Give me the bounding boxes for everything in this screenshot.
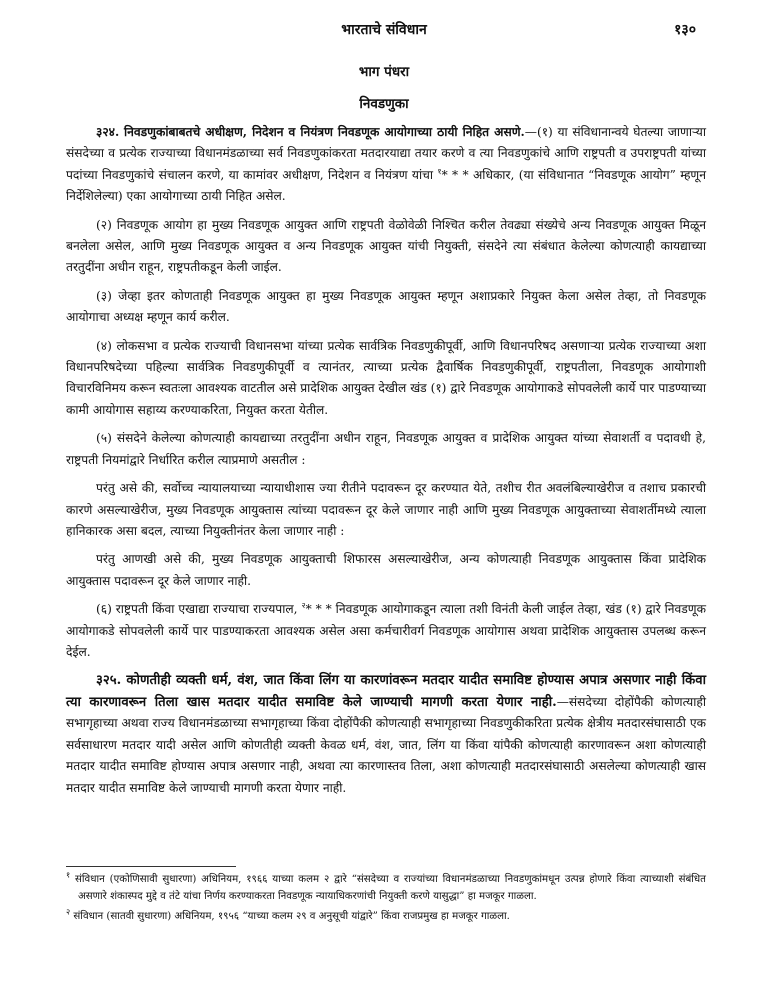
article-324-clause-6-text-b: * * * निवडणूक आयोगाकडून त्याला तशी विनंती केली जाईल तेव्हा, खंड (१) द्वारे निवडणूक आयोगाकडे सोपवलेली कार्ये पार पाडण्याकरता आवश्यक असेल असा कर्मचारीवर्ग निवडणूक आयोगास अथवा प्रादेशिक आयुक्तास उपलब्ध करून देईल. bbox=[66, 602, 706, 659]
article-324-clause-1-text: —(१) या संविधानान्वये घेतल्या जाणाऱ्या संसदेच्या व प्रत्येक राज्याच्या विधानमंडळाच्या सर्व निवडणुकांकरता मतदारयाद्या तयार करणे व त्या निवडणुकांचे आणि राष्ट्रपती व उपराष्ट्रपती यांच्या पदांच्या निवडणुकांचे संचालन करणे, या कामांवर अधीक्षण, निदेशन व नियंत्रण यांचा bbox=[66, 125, 707, 182]
article-324-clause-3: (३) जेव्हा इतर कोणताही निवडणूक आयुक्त हा मुख्य निवडणूक आयुक्त म्हणून अशाप्रकारे नियुक्त केला असेल तेव्हा, तो निवडणूक आयोगाचा अध्यक्ष म्हणून कार्य करील. bbox=[66, 288, 706, 325]
article-324-clause-6-text-a: (६) राष्ट्रपती किंवा एखाद्या राज्याचा राज्यपाल, bbox=[96, 602, 298, 617]
article-325-heading: ३२५. कोणतीही व्यक्ती धर्म, वंश, जात किंवा लिंग या कारणांवरून मतदार यादीत समाविष्ट होण्यास अपात्र असणार नाही किंवा त्या कारणावरून तिला खास मतदार यादीत समाविष्ट केले जाण्याची मागणी करता येणार नाही. bbox=[66, 673, 706, 710]
footnote-1-text: संविधान (एकोणिसावी सुधारणा) अधिनियम, १९६६ याच्या कलम २ द्वारे “संसदेच्या व राज्यांच्या विधानमंडळाच्या निवडणुकांमधून उत्पन्न होणारे किंवा त्याच्याशी संबंधित असणारे शंकास्पद मुद्दे व तंटे यांचा निर्णय करण्याकरता निवडणूक न्यायाधिकरणांची नियुक्ती करणे यासुद्धा” हा मजकूर गाळला. bbox=[75, 874, 706, 902]
footnote-2 bbox=[66, 909, 706, 926]
footnote-2-text: संविधान (सातवी सुधारणा) अधिनियम, १९५६ “याच्या कलम २९ व अनुसूची यांद्वारे” किंवा राजप्रमुख हा मजकूर गाळला. bbox=[73, 911, 510, 922]
article-324-clause-1 bbox=[66, 122, 706, 208]
footnote-1-mark: १ bbox=[66, 870, 71, 880]
footnote-ref-2[interactable]: २ bbox=[301, 601, 306, 611]
part-title: भाग पंधरा bbox=[358, 64, 410, 80]
footnote-divider bbox=[66, 866, 236, 867]
article-324-proviso-2: परंतु आणखी असे की, मुख्य निवडणूक आयुक्ताची शिफारस असल्याखेरीज, अन्य कोणत्याही निवडणूक आयुक्तास किंवा प्रादेशिक आयुक्तास पदावरून दूर केले जाणार नाही. bbox=[66, 552, 706, 588]
article-325-text: —संसदेच्या दोहोंपैकी कोणत्याही सभागृहाच्या अथवा राज्य विधानमंडळाच्या सभागृहाच्या किंवा दोहोंपैकी कोणत्याही सभागृहाच्या निवडणुकीकरिता प्रत्येक क्षेत्रीय मतदारसंघासाठी एक सर्वसाधारण मतदार यादी असेल आणि कोणतीही व्यक्ती केवळ धर्म, वंश, जात, लिंग या किंवा यांपैकी कोणत्याही कारणावरून अशा कोणत्याही मतदार यादीत समाविष्ट होण्यास अपात्र असणार नाही, अथवा त्या कारणास्तव तिला, अशा कोणत्याही मतदारसंघासाठी असलेल्या कोणत्याही खास मतदार यादीत समाविष्ट केले जाण्याची मागणी करता येणार नाही. bbox=[66, 694, 706, 795]
chapter-title: निवडणुका bbox=[359, 96, 409, 112]
page-number: १३० bbox=[674, 22, 696, 38]
document-body bbox=[66, 122, 706, 799]
running-header-title: भारताचे संविधान bbox=[341, 22, 427, 38]
article-324-proviso-1: परंतु असे की, सर्वोच्च न्यायालयाच्या न्यायाधीशास ज्या रीतीने पदावरून दूर करण्यात येते, तशीच रीत अवलंबिल्याखेरीज व तशाच प्रकारची कारणे असल्याखेरीज, मुख्य निवडणूक आयुक्तास त्यांच्या पदावरून दूर केले जाणार नाही आणि मुख्य निवडणूक आयुक्ताच्या सेवाशर्तीमध्ये त्याला हानिकारक असा बदल, त्याच्या नियुक्तीनंतर केला जाणार नाही : bbox=[66, 481, 706, 538]
footnote-2-mark: २ bbox=[66, 907, 71, 917]
footnotes bbox=[66, 872, 706, 930]
footnote-ref-1[interactable]: १ bbox=[437, 166, 442, 176]
article-324-number: ३२४. bbox=[96, 125, 120, 139]
article-325 bbox=[66, 670, 706, 799]
article-324-clause-1-tail: * * * अधिकार, (या संविधानात “निवडणूक आयोग” म्हणून निर्देशिलेल्या) एका आयोगाच्या ठायी निहित असेल. bbox=[66, 167, 706, 204]
article-324-clause-5: (५) संसदेने केलेल्या कोणत्याही कायद्याच्या तरतुदींना अधीन राहून, निवडणूक आयुक्त व प्रादेशिक आयुक्त यांच्या सेवाशर्ती व पदावधी हे, राष्ट्रपती नियमांद्वारे निर्धारित करील त्याप्रमाणे असतील : bbox=[66, 431, 706, 467]
article-324-clause-2: (२) निवडणूक आयोग हा मुख्य निवडणूक आयुक्त आणि राष्ट्रपती वेळोवेळी निश्चित करील तेवढ्या संख्येचे अन्य निवडणूक आयुक्त मिळून बनलेला असेल, आणि मुख्य निवडणूक आयुक्त व अन्य निवडणूक आयुक्त यांची नियुक्ती, संसदेने त्या संबंधात केलेल्या कोणत्याही कायद्याच्या तरतुदींना अधीन राहून, राष्ट्रपतीकडून केली जाईल. bbox=[66, 217, 706, 275]
article-324-title: निवडणुकांबाबतचे अधीक्षण, निदेशन व नियंत्रण निवडणूक आयोगाच्या ठायी निहित असणे. bbox=[123, 125, 525, 139]
footnote-1 bbox=[66, 872, 706, 905]
article-324-clause-6 bbox=[66, 599, 706, 663]
article-324-clause-4: (४) लोकसभा व प्रत्येक राज्याची विधानसभा यांच्या प्रत्येक सार्वत्रिक निवडणुकीपूर्वी, आणि विधानपरिषद असणाऱ्या प्रत्येक राज्याच्या अशा विधानपरिषदेच्या पहिल्या सार्वत्रिक निवडणुकीपूर्वी व त्यानंतर, त्याच्या प्रत्येक द्वैवार्षिक निवडणुकीपूर्वी, राष्ट्रपतीला, निवडणूक आयोगाशी विचारविनिमय करून स्वतःला आवश्यक वाटतील असे प्रादेशिक आयुक्त देखील खंड (१) द्वारे निवडणूक आयोगाकडे सोपवलेली कार्ये पार पाडण्याच्या कामी आयोगास सहाय्य करण्याकरिता, नियुक्त करता येतील. bbox=[66, 338, 706, 417]
